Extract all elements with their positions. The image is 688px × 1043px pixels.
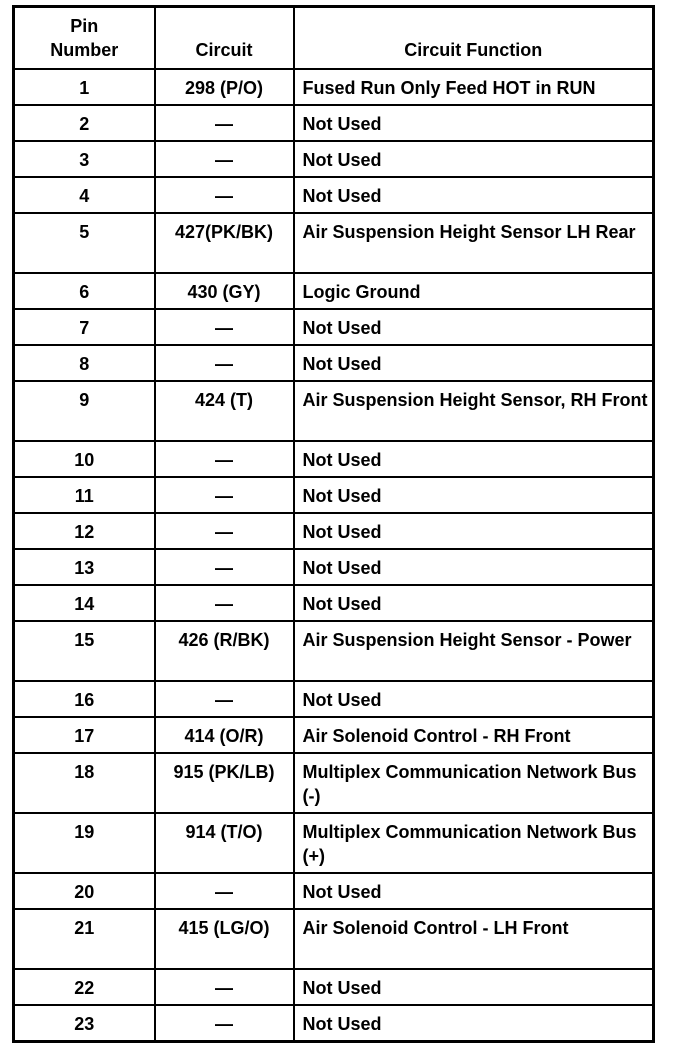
table-row bbox=[14, 381, 654, 441]
circuit-cell: — bbox=[155, 177, 294, 213]
table-row bbox=[14, 873, 654, 909]
function-cell: Not Used bbox=[294, 141, 654, 177]
circuit-cell: — bbox=[155, 681, 294, 717]
pin-cell: 2 bbox=[14, 105, 155, 141]
table-row bbox=[14, 213, 654, 273]
circuit-cell: 415 (LG/O) bbox=[155, 909, 294, 969]
pin-cell: 22 bbox=[14, 969, 155, 1005]
pin-cell: 12 bbox=[14, 513, 155, 549]
pin-cell: 10 bbox=[14, 441, 155, 477]
circuit-cell: 915 (PK/LB) bbox=[155, 753, 294, 813]
circuit-cell: 427(PK/BK) bbox=[155, 213, 294, 273]
table-row bbox=[14, 621, 654, 681]
function-cell: Not Used bbox=[294, 873, 654, 909]
function-cell: Not Used bbox=[294, 177, 654, 213]
table-row bbox=[14, 813, 654, 873]
function-cell: Not Used bbox=[294, 585, 654, 621]
pin-cell: 14 bbox=[14, 585, 155, 621]
function-cell: Multiplex Communication Network Bus (-) bbox=[294, 753, 654, 813]
circuit-cell: — bbox=[155, 1005, 294, 1042]
circuit-cell: — bbox=[155, 549, 294, 585]
pin-cell: 11 bbox=[14, 477, 155, 513]
table-row bbox=[14, 177, 654, 213]
table-row bbox=[14, 717, 654, 753]
pin-number-header bbox=[14, 7, 155, 69]
table-header-row bbox=[14, 7, 654, 69]
function-cell: Not Used bbox=[294, 969, 654, 1005]
pin-cell: 13 bbox=[14, 549, 155, 585]
pin-number-header-line1: Pin bbox=[70, 15, 99, 36]
circuit-cell: — bbox=[155, 345, 294, 381]
function-cell: Not Used bbox=[294, 105, 654, 141]
function-cell: Not Used bbox=[294, 345, 654, 381]
table-row bbox=[14, 549, 654, 585]
table-row bbox=[14, 141, 654, 177]
table-row bbox=[14, 1005, 654, 1042]
table-row bbox=[14, 909, 654, 969]
circuit-cell: 424 (T) bbox=[155, 381, 294, 441]
circuit-cell: — bbox=[155, 141, 294, 177]
function-cell: Not Used bbox=[294, 1005, 654, 1042]
function-cell: Fused Run Only Feed HOT in RUN bbox=[294, 69, 654, 105]
function-cell: Not Used bbox=[294, 513, 654, 549]
table-row bbox=[14, 309, 654, 345]
function-cell: Not Used bbox=[294, 681, 654, 717]
function-cell: Air Suspension Height Sensor - Power bbox=[294, 621, 654, 681]
circuit-cell: 426 (R/BK) bbox=[155, 621, 294, 681]
function-cell: Air Suspension Height Sensor, RH Front bbox=[294, 381, 654, 441]
pin-cell: 20 bbox=[14, 873, 155, 909]
circuit-cell: — bbox=[155, 873, 294, 909]
pin-cell: 18 bbox=[14, 753, 155, 813]
circuit-cell: — bbox=[155, 309, 294, 345]
table-row bbox=[14, 69, 654, 105]
pin-circuit-table bbox=[12, 5, 655, 1043]
pin-cell: 6 bbox=[14, 273, 155, 309]
function-cell: Air Solenoid Control - LH Front bbox=[294, 909, 654, 969]
pin-cell: 3 bbox=[14, 141, 155, 177]
table-row bbox=[14, 441, 654, 477]
function-cell: Not Used bbox=[294, 477, 654, 513]
circuit-cell: — bbox=[155, 969, 294, 1005]
table-row bbox=[14, 345, 654, 381]
pin-cell: 1 bbox=[14, 69, 155, 105]
table-row bbox=[14, 969, 654, 1005]
table-row bbox=[14, 105, 654, 141]
circuit-cell: 414 (O/R) bbox=[155, 717, 294, 753]
pin-cell: 5 bbox=[14, 213, 155, 273]
pin-cell: 7 bbox=[14, 309, 155, 345]
function-cell: Air Solenoid Control - RH Front bbox=[294, 717, 654, 753]
circuit-header: Circuit bbox=[155, 7, 294, 69]
pin-cell: 16 bbox=[14, 681, 155, 717]
table-row bbox=[14, 477, 654, 513]
function-cell: Not Used bbox=[294, 441, 654, 477]
table-row bbox=[14, 273, 654, 309]
table-row bbox=[14, 513, 654, 549]
pin-cell: 8 bbox=[14, 345, 155, 381]
circuit-cell: — bbox=[155, 105, 294, 141]
function-cell: Air Suspension Height Sensor LH Rear bbox=[294, 213, 654, 273]
circuit-cell: 914 (T/O) bbox=[155, 813, 294, 873]
pin-cell: 4 bbox=[14, 177, 155, 213]
pin-cell: 19 bbox=[14, 813, 155, 873]
table-row bbox=[14, 585, 654, 621]
pin-cell: 9 bbox=[14, 381, 155, 441]
circuit-cell: 430 (GY) bbox=[155, 273, 294, 309]
circuit-function-header: Circuit Function bbox=[294, 7, 654, 69]
pin-cell: 17 bbox=[14, 717, 155, 753]
pin-number-header-line2: Number bbox=[50, 39, 119, 60]
pin-cell: 15 bbox=[14, 621, 155, 681]
function-cell: Multiplex Communication Network Bus (+) bbox=[294, 813, 654, 873]
table-row bbox=[14, 753, 654, 813]
function-cell: Not Used bbox=[294, 309, 654, 345]
circuit-cell: — bbox=[155, 441, 294, 477]
table-row bbox=[14, 681, 654, 717]
circuit-cell: — bbox=[155, 513, 294, 549]
pin-cell: 23 bbox=[14, 1005, 155, 1042]
circuit-cell: — bbox=[155, 477, 294, 513]
function-cell: Not Used bbox=[294, 549, 654, 585]
pin-cell: 21 bbox=[14, 909, 155, 969]
circuit-cell: 298 (P/O) bbox=[155, 69, 294, 105]
table-body bbox=[14, 69, 654, 1042]
function-cell: Logic Ground bbox=[294, 273, 654, 309]
circuit-cell: — bbox=[155, 585, 294, 621]
